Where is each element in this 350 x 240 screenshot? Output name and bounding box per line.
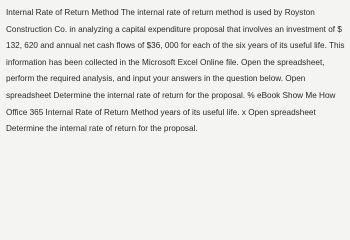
text-line-6: spreadsheet Determine the internal rate of return for the proposal. % eBook Show Me How (6, 90, 336, 100)
text-line-3: 132, 620 and annual net cash flows of $36, 000 for each of the six years of its useful life. This (6, 41, 345, 51)
text-line-1: Internal Rate of Return Method The internal rate of return method is used by Royston (6, 8, 315, 17)
text-line-8: Determine the internal rate of return for the proposal. (6, 124, 198, 134)
text-line-2: Construction Co. in analyzing a capital expenditure proposal that involves an investment of $ (6, 24, 342, 34)
text-line-5: perform the required analysis, and input your answers in the question below. Open (6, 74, 306, 84)
text-line-4: information has been collected in the Microsoft Excel Online file. Open the spreadsheet, (6, 57, 325, 67)
text-line-7: Office 365 Internal Rate of Return Method years of its useful life. x Open spreadsheet (6, 107, 316, 117)
